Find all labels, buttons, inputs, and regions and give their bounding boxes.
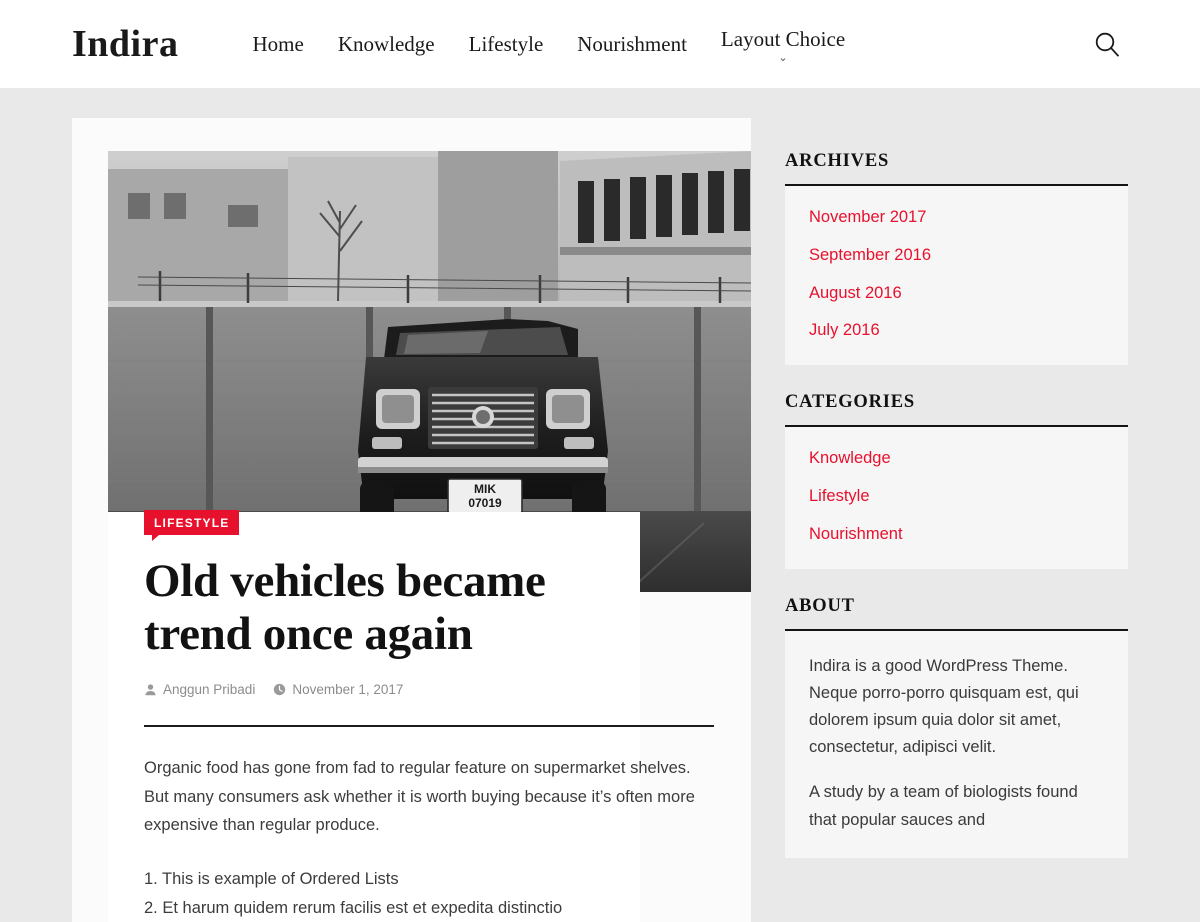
user-icon — [144, 683, 157, 696]
widget-title-categories: CATEGORIES — [785, 392, 1128, 427]
divider — [144, 725, 714, 727]
widget-archives — [785, 151, 1128, 365]
post-author — [144, 682, 255, 697]
chevron-down-icon: ⌄ — [778, 51, 788, 64]
nav-item-layout-choice[interactable] — [721, 27, 845, 62]
site-logo[interactable]: Indira — [72, 23, 179, 65]
nav-item-label: Nourishment — [577, 31, 687, 56]
post-category-badge[interactable]: LIFESTYLE — [144, 510, 239, 535]
post-ordered-list — [144, 865, 640, 922]
archive-link-november-2017[interactable]: November 2017 — [809, 208, 927, 226]
about-paragraph: A study by a team of biologists found that popular sauces and — [809, 783, 1078, 829]
nav-item-knowledge[interactable] — [338, 32, 435, 57]
clock-icon — [273, 683, 286, 696]
main-content — [72, 118, 751, 922]
category-link-lifestyle[interactable]: Lifestyle — [809, 486, 870, 505]
archive-link-september-2016[interactable]: September 2016 — [809, 245, 932, 264]
post-date — [273, 682, 403, 697]
svg-text:07019: 07019 — [468, 496, 502, 510]
nav-item-label: Home — [252, 31, 304, 56]
widget-about-body — [785, 631, 1128, 858]
post-author-name: Anggun Pribadi — [163, 682, 256, 698]
nav-item-nourishment[interactable] — [577, 32, 687, 57]
category-link-knowledge[interactable]: Knowledge — [809, 449, 891, 468]
site-header — [0, 0, 1200, 88]
widget-title-archives: ARCHIVES — [785, 151, 1128, 186]
about-paragraph: Indira is a good WordPress Theme. Neque porro-porro quisquam est, qui dolorem ipsum quia dolor sit amet, consectetur, adipisci velit. — [809, 656, 1079, 757]
widget-archives-body — [785, 186, 1128, 365]
archive-link-july-2016[interactable]: July 2016 — [809, 321, 880, 340]
nav-item-label: Layout Choice — [720, 26, 846, 51]
list-item: 2. Et harum quidem rerum facilis est et expedita distinctio — [144, 898, 563, 917]
post-date-text: November 1, 2017 — [292, 682, 404, 698]
search-icon[interactable] — [1092, 29, 1122, 59]
svg-text:MIK: MIK — [474, 482, 496, 496]
nav-item-home[interactable] — [252, 32, 303, 57]
sidebar — [785, 118, 1128, 922]
archive-link-august-2016[interactable]: August 2016 — [809, 283, 902, 302]
nav-item-label: Knowledge — [337, 31, 435, 56]
widget-categories-body — [785, 427, 1128, 568]
widget-categories — [785, 392, 1128, 568]
post-excerpt: Organic food has gone from fad to regular feature on supermarket shelves. But many consumers ask whether it is worth buying because it’s often more expensive than regular produce. — [144, 759, 695, 834]
nav-item-label: Lifestyle — [468, 31, 544, 56]
category-link-nourishment[interactable]: Nourishment — [809, 524, 903, 543]
post-body — [108, 512, 695, 922]
list-item: 1. This is example of Ordered Lists — [144, 870, 399, 889]
nav-item-lifestyle[interactable] — [469, 32, 544, 57]
widget-title-about: ABOUT — [785, 596, 1128, 631]
page-content — [0, 88, 1200, 922]
main-navigation — [252, 27, 845, 62]
post-title: Old vehicles became trend once again — [144, 555, 546, 660]
post-meta — [144, 682, 640, 697]
widget-about — [785, 596, 1128, 858]
